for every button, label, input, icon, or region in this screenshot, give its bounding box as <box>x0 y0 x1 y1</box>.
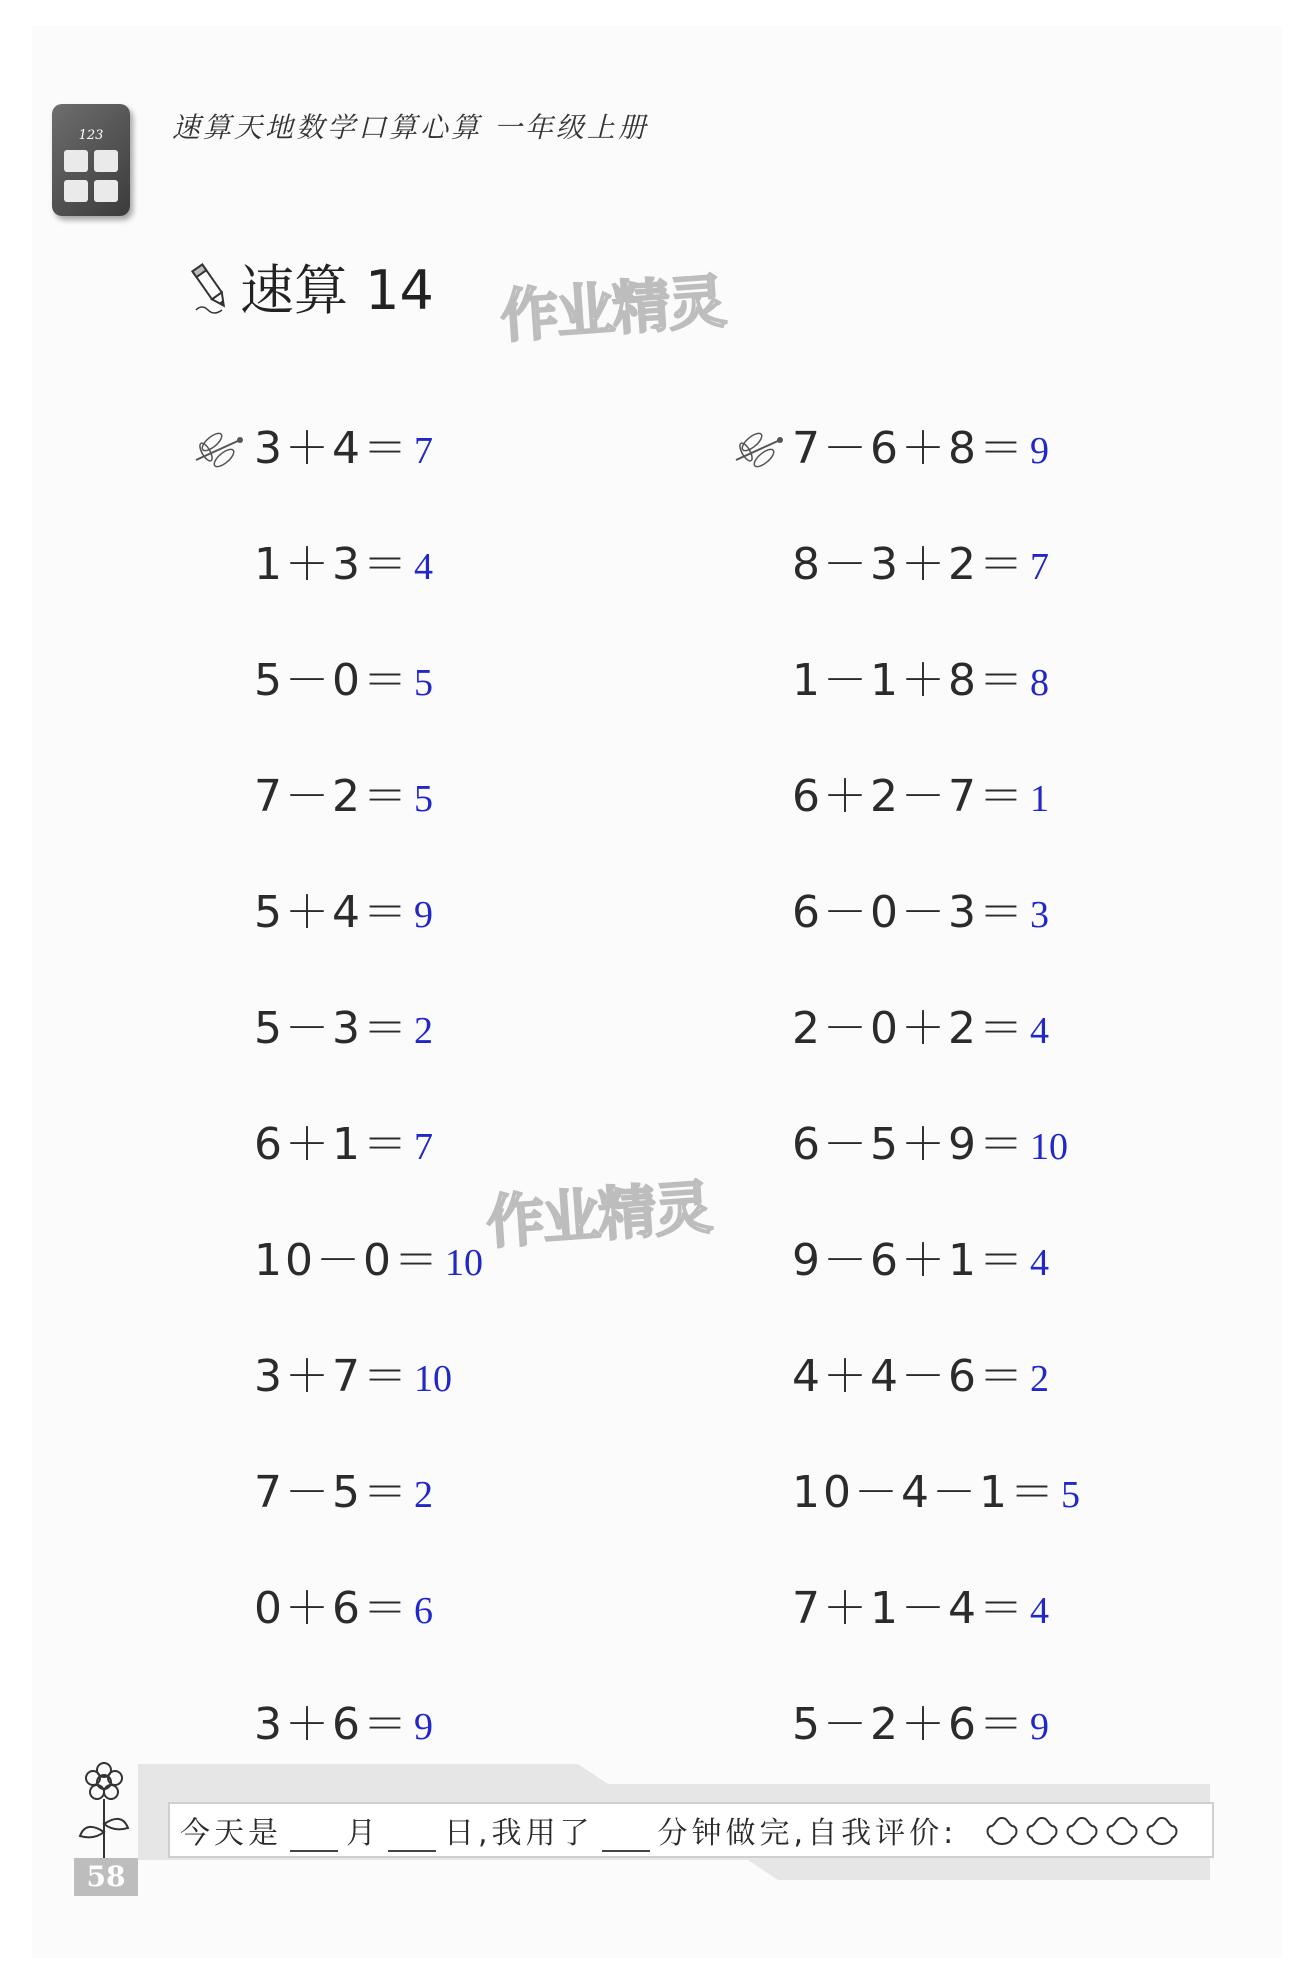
answer: 4 <box>1029 1010 1049 1052</box>
expression: 4＋4－6＝ <box>792 1351 1026 1402</box>
expression: 5－0＝ <box>254 655 410 706</box>
problem-row <box>254 1108 433 1168</box>
icon-number: 123 <box>78 128 104 143</box>
problem-row <box>792 528 1049 588</box>
expression: 6－5＋9＝ <box>792 1119 1026 1170</box>
answer: 4 <box>1029 1242 1049 1284</box>
icon-cell <box>94 180 118 202</box>
expression: 6－0－3＝ <box>792 887 1026 938</box>
icon-cell <box>94 150 118 172</box>
flower-icon <box>74 1762 134 1862</box>
problem-row <box>254 1456 433 1516</box>
answer: 5 <box>414 662 433 704</box>
problem-row <box>254 876 433 936</box>
problem-row <box>792 1224 1049 1284</box>
day-blank[interactable] <box>388 1824 436 1852</box>
problem-row <box>792 1688 1049 1748</box>
answer: 7 <box>414 430 433 472</box>
expression: 9－6＋1＝ <box>792 1235 1026 1286</box>
expression: 3＋4＝ <box>254 423 410 474</box>
expression: 5－2＋6＝ <box>792 1699 1026 1750</box>
problem-row <box>254 992 433 1052</box>
answer: 2 <box>414 1474 433 1516</box>
answer: 10 <box>1029 1126 1068 1168</box>
answer: 1 <box>1029 778 1049 820</box>
rating-flower-icon <box>1108 1818 1137 1844</box>
expression: 1－1＋8＝ <box>792 655 1026 706</box>
problem-row <box>792 876 1049 936</box>
answer: 2 <box>414 1010 433 1052</box>
expression: 7－6＋8＝ <box>792 423 1026 474</box>
answer: 7 <box>414 1126 433 1168</box>
footer-rating-label: 分钟做完,自我评价: <box>657 1816 958 1851</box>
problem-row <box>792 992 1049 1052</box>
expression: 8－3＋2＝ <box>792 539 1026 590</box>
problem-row <box>792 1108 1068 1168</box>
problem-row <box>254 1572 433 1632</box>
answer: 7 <box>1029 546 1049 588</box>
footer-month-label: 月 <box>346 1816 380 1851</box>
expression: 10－0＝ <box>254 1235 441 1286</box>
section-title: 速算 14 <box>240 259 434 322</box>
answer: 4 <box>1029 1590 1049 1632</box>
problem-row <box>792 1456 1080 1516</box>
footer-day-label: 日,我用了 <box>444 1816 594 1851</box>
answer: 10 <box>444 1242 483 1284</box>
answer: 9 <box>1029 430 1049 472</box>
answer: 3 <box>1029 894 1049 936</box>
answer: 10 <box>414 1358 452 1400</box>
icon-cell <box>64 180 88 202</box>
self-record-line <box>180 1808 957 1852</box>
answer: 8 <box>1029 662 1049 704</box>
watermark: 作业精灵 <box>498 267 727 351</box>
book-title: 速算天地数学口算心算 一年级上册 <box>172 111 649 144</box>
page-number: 58 <box>74 1858 138 1896</box>
answer: 2 <box>1029 1358 1049 1400</box>
answer: 6 <box>414 1590 433 1632</box>
expression: 1＋3＝ <box>254 539 410 590</box>
expression: 6＋2－7＝ <box>792 771 1026 822</box>
answer: 5 <box>414 778 433 820</box>
answer: 9 <box>414 894 433 936</box>
expression: 6＋1＝ <box>254 1119 410 1170</box>
problem-row <box>254 1688 433 1748</box>
expression: 5＋4＝ <box>254 887 410 938</box>
rating-flower-icon <box>1028 1818 1057 1844</box>
problem-row <box>792 412 1049 472</box>
problem-row <box>254 1340 452 1400</box>
problem-row <box>254 760 433 820</box>
problem-row <box>792 644 1049 704</box>
problem-row <box>792 760 1049 820</box>
expression: 7＋1－4＝ <box>792 1583 1026 1634</box>
expression: 3＋7＝ <box>254 1351 410 1402</box>
dragonfly-icon <box>190 430 248 470</box>
answer: 4 <box>414 546 433 588</box>
rating-flower-icon <box>1148 1818 1177 1844</box>
pencil-icon <box>188 258 232 314</box>
expression: 7－5＝ <box>254 1467 410 1518</box>
answer: 5 <box>1060 1474 1080 1516</box>
calculator-book-icon <box>52 104 130 216</box>
problem-row <box>254 528 433 588</box>
expression: 10－4－1＝ <box>792 1467 1057 1518</box>
minutes-blank[interactable] <box>602 1824 650 1852</box>
month-blank[interactable] <box>290 1824 338 1852</box>
problem-row <box>792 1340 1049 1400</box>
problem-row <box>792 1572 1049 1632</box>
expression: 2－0＋2＝ <box>792 1003 1026 1054</box>
expression: 3＋6＝ <box>254 1699 410 1750</box>
problem-row <box>254 644 433 704</box>
expression: 5－3＝ <box>254 1003 410 1054</box>
rating-flower-icon <box>988 1818 1017 1844</box>
problem-row <box>254 412 433 472</box>
expression: 7－2＝ <box>254 771 410 822</box>
footer-today-label: 今天是 <box>180 1816 282 1851</box>
answer: 9 <box>414 1706 433 1748</box>
rating-flower-icon <box>1068 1818 1097 1844</box>
problem-row <box>254 1224 483 1284</box>
answer: 9 <box>1029 1706 1049 1748</box>
icon-cell <box>64 150 88 172</box>
watermark: 作业精灵 <box>484 1173 713 1257</box>
dragonfly-icon <box>730 430 788 470</box>
rating-flowers[interactable] <box>984 1814 1184 1850</box>
expression: 0＋6＝ <box>254 1583 410 1634</box>
